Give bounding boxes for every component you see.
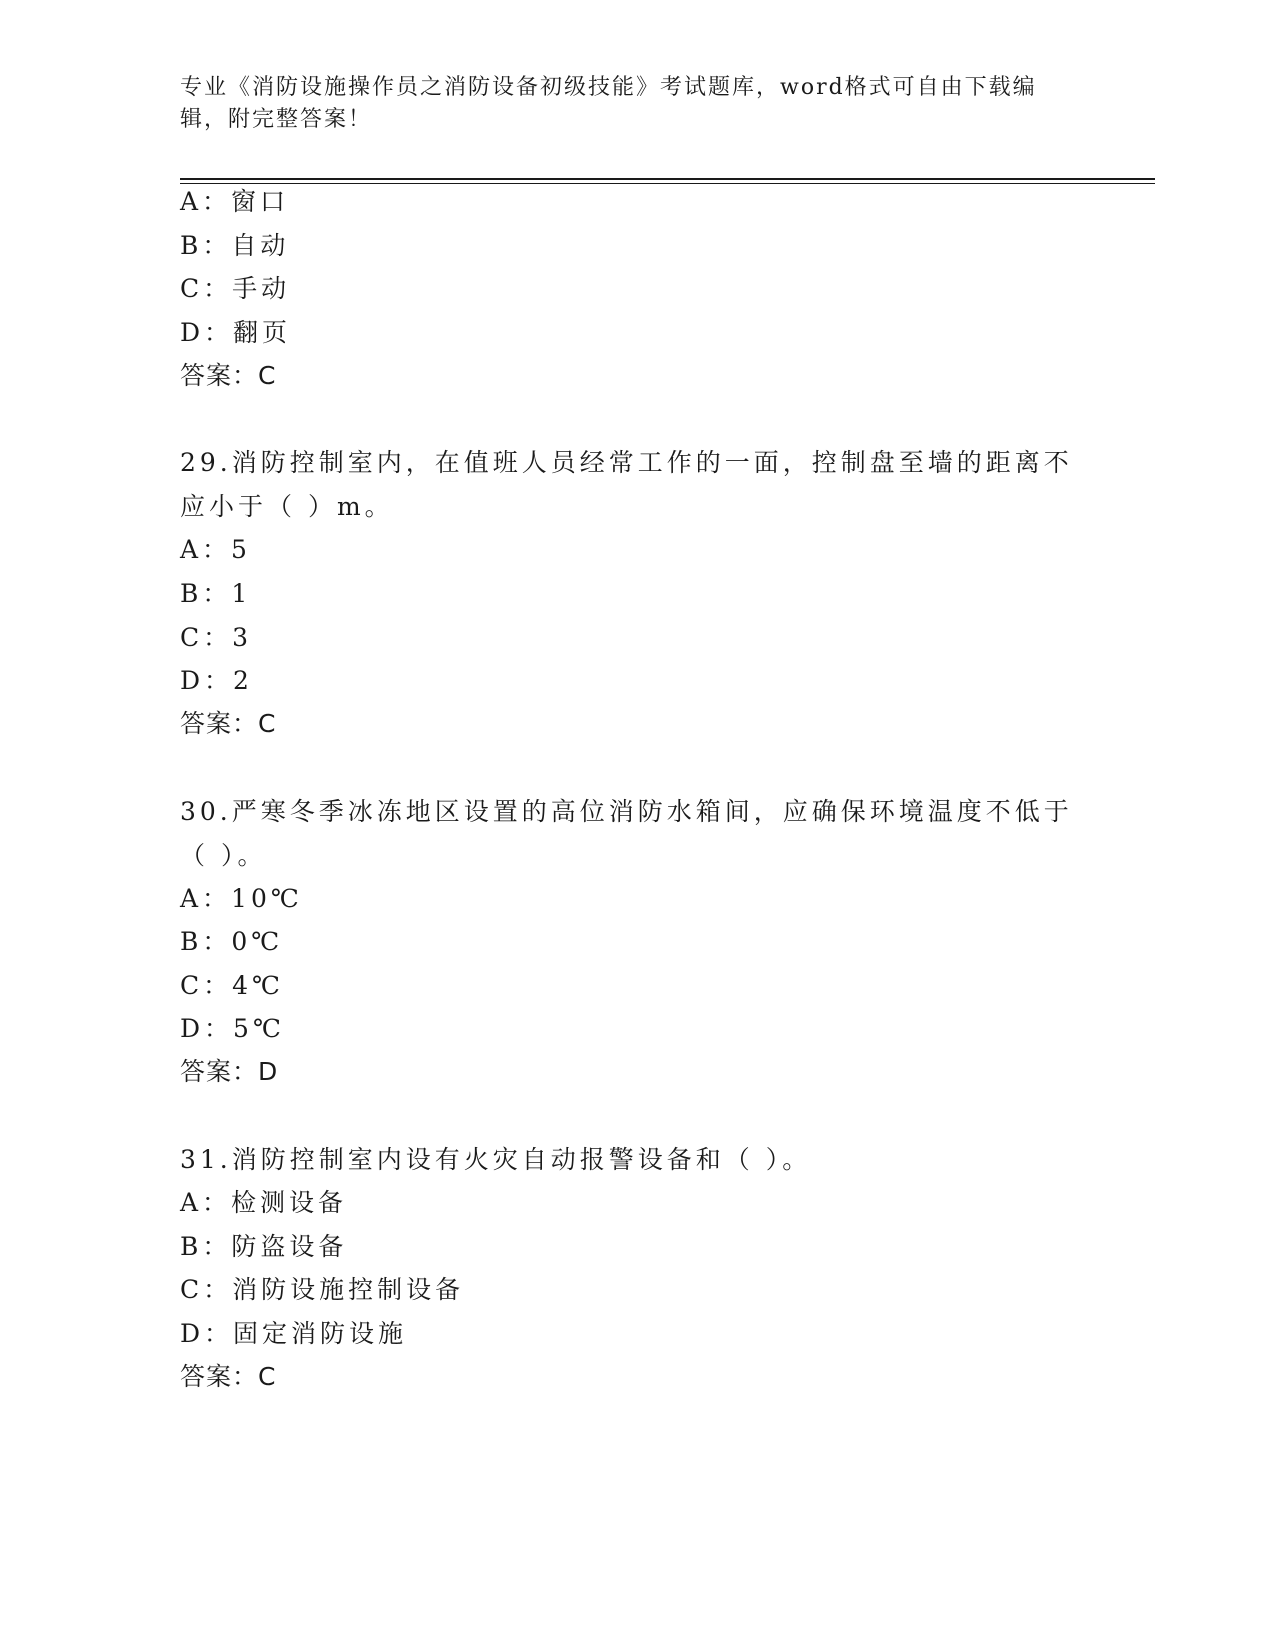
- q30-option-d: D：5℃: [180, 1014, 285, 1043]
- q31-option-b: B：防盗设备: [180, 1232, 348, 1261]
- q31-answer: 答案：C: [180, 1362, 277, 1391]
- document-header: [180, 72, 1060, 136]
- q30-stem-line1: 30.严寒冬季冰冻地区设置的高位消防水箱间，应确保环境温度不低于: [180, 797, 1073, 826]
- header-divider-thick: [180, 178, 1155, 180]
- q29-stem-line1: 29.消防控制室内，在值班人员经常工作的一面，控制盘至墙的距离不: [180, 448, 1073, 477]
- q29-answer: 答案：C: [180, 709, 277, 738]
- q28-option-c: C：手动: [180, 274, 291, 303]
- q29-option-b: B：1: [180, 579, 252, 608]
- header-divider-thin: [180, 183, 1155, 184]
- q31-option-a: A：检测设备: [180, 1188, 348, 1217]
- q30-option-a: A：10℃: [180, 884, 303, 913]
- q29-option-d: D：2: [180, 666, 253, 695]
- q30-option-b: B：0℃: [180, 927, 284, 956]
- header-intro-line1: 专业《消防设施操作员之消防设备初级技能》考试题库，word格式可自由下载编: [180, 75, 1037, 100]
- q30-answer: 答案：D: [180, 1057, 279, 1086]
- q28-option-a: A：窗口: [180, 187, 290, 216]
- q28-option-d: D：翻页: [180, 318, 292, 347]
- q29-stem-line2: 应小于（ ）m。: [180, 492, 394, 521]
- q30-option-c: C：4℃: [180, 971, 285, 1000]
- q30-stem-line2: （ ）。: [180, 841, 267, 870]
- q31-option-d: D：固定消防设施: [180, 1319, 408, 1348]
- q31-option-c: C：消防设施控制设备: [180, 1275, 465, 1304]
- q28-answer: 答案：C: [180, 361, 277, 390]
- q29-option-c: C：3: [180, 623, 253, 652]
- q29-option-a: A：5: [180, 535, 251, 564]
- q28-option-b: B：自动: [180, 231, 290, 260]
- header-intro-line2: 辑，附完整答案！: [180, 107, 373, 132]
- q31-stem-line1: 31.消防控制室内设有火灾自动报警设备和（ ）。: [180, 1145, 812, 1174]
